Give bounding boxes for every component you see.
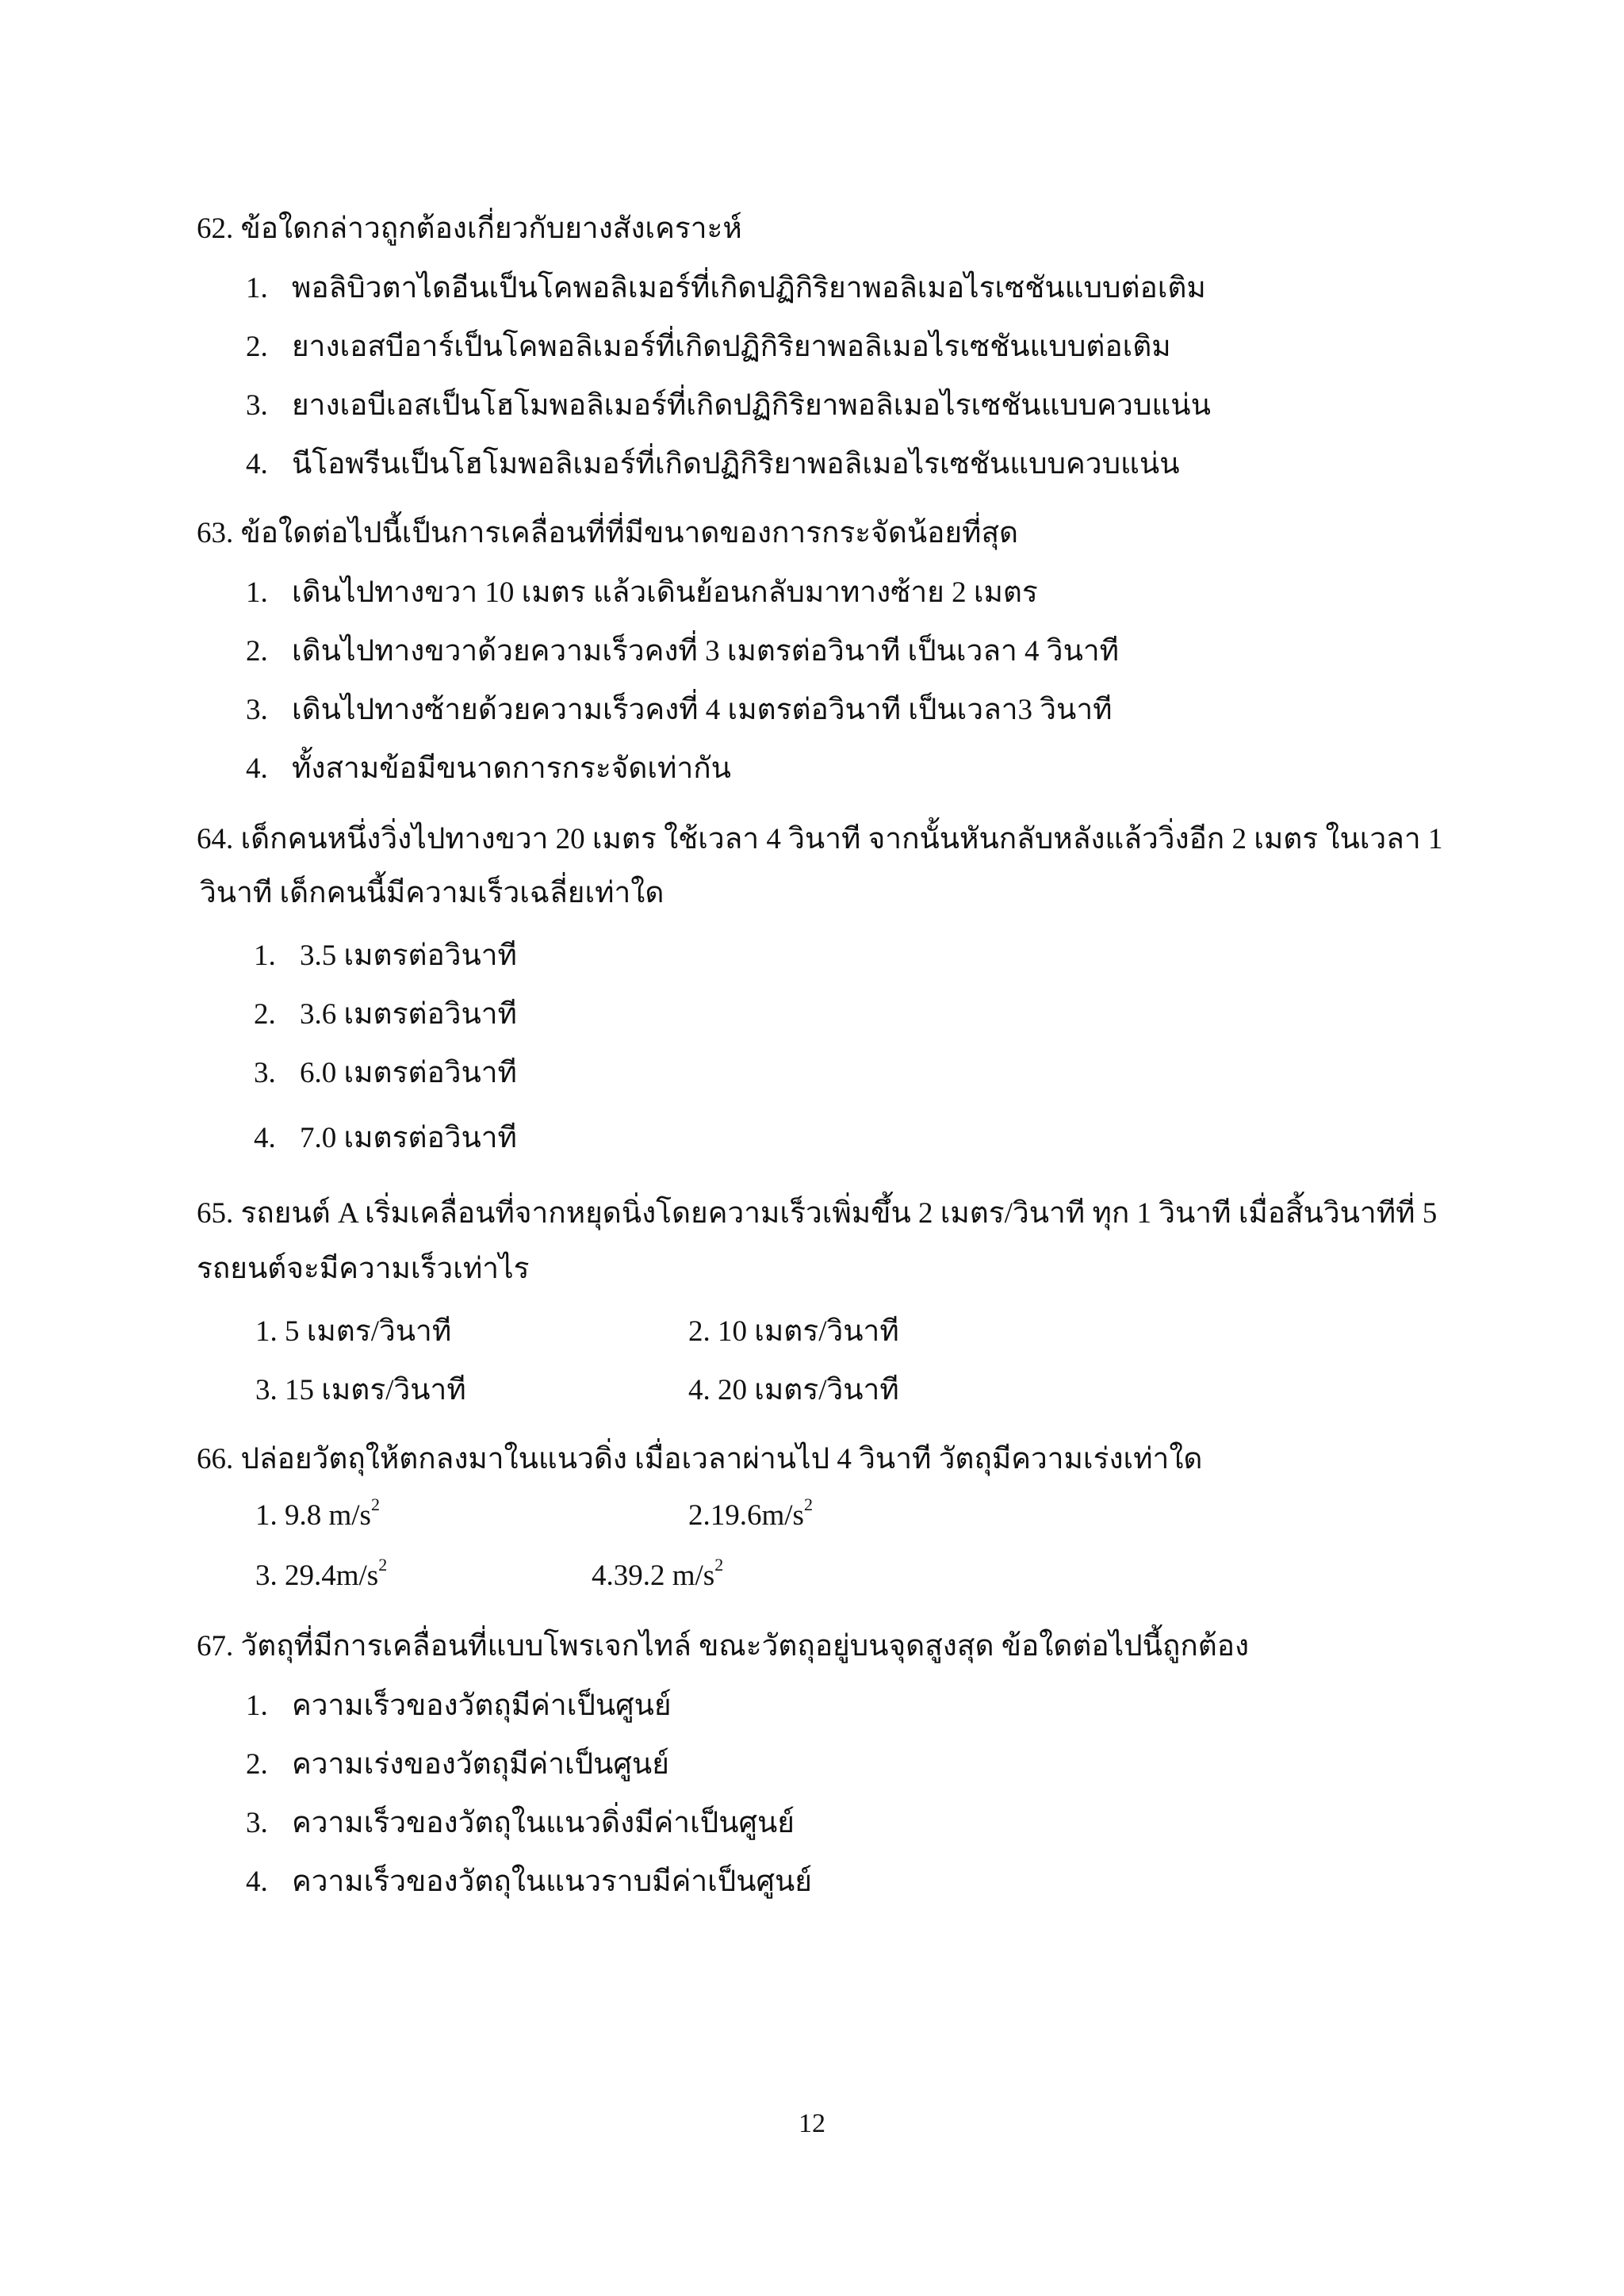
option-number: 1. [254, 939, 276, 972]
question-66-option-2 [688, 1494, 813, 1533]
question-62-option-3 [246, 388, 1211, 423]
question-66-option-1 [255, 1494, 380, 1533]
option-text: นีโอพรีนเป็นโฮโมพอลิเมอร์ที่เกิดปฏิกิริยาพอลิเมอไรเซชันแบบควบแน่น [292, 448, 1180, 480]
option-number: 1. [246, 576, 268, 609]
option-text: ความเร็วของวัตถุในแนวราบมีค่าเป็นศูนย์ [292, 1866, 812, 1898]
question-63-stem: 63. ข้อใดต่อไปนี้เป็นการเคลื่อนที่ที่มีขนาดของการกระจัดน้อยที่สุด [197, 517, 1019, 549]
question-64-option-3 [254, 1056, 517, 1091]
option-number: 3. [246, 1807, 268, 1839]
option-text: ยางเอบีเอสเป็นโฮโมพอลิเมอร์ที่เกิดปฏิกิริยาพอลิเมอไรเซชันแบบควบแน่น [292, 389, 1211, 422]
question-63-option-3 [246, 693, 1113, 728]
question-67-stem: 67. วัตถุที่มีการเคลื่อนที่แบบโพรเจกไทล์ ขณะวัตถุอยู่บนจุดสูงสุด ข้อใดต่อไปนี้ถูกต้อง [197, 1630, 1250, 1663]
option-text: ยางเอสบีอาร์เป็นโคพอลิเมอร์ที่เกิดปฏิกิริยาพอลิเมอไรเซชันแบบต่อเติม [292, 331, 1171, 363]
question-66-option-4 [592, 1555, 724, 1594]
question-65-option-3: 3. 15 เมตร/วินาที [255, 1374, 466, 1406]
question-64-stem-line-1: 64. เด็กคนหนึ่งวิ่งไปทางขวา 20 เมตร ใช้เวลา 4 วินาที จากนั้นหันกลับหลังแล้ววิ่งอีก 2 เมตร ในเวลา 1 [197, 823, 1443, 855]
option-text: 6.0 เมตรต่อวินาที [300, 1057, 517, 1089]
question-65-option-2: 2. 10 เมตร/วินาที [688, 1315, 899, 1348]
option-text: เดินไปทางขวาด้วยความเร็วคงที่ 3 เมตรต่อวินาที เป็นเวลา 4 วินาที [292, 635, 1120, 668]
option-number: 4. [246, 448, 268, 480]
question-64-option-2 [254, 997, 517, 1032]
option-number: 2. [246, 1748, 268, 1781]
option-number: 1. [246, 1689, 268, 1722]
question-67-option-1 [246, 1689, 672, 1724]
option-number: 2. [246, 331, 268, 363]
question-64-option-1 [254, 939, 517, 974]
superscript: 2 [803, 1494, 813, 1514]
question-64-stem [197, 810, 1443, 869]
option-text: พอลิบิวตาไดอีนเป็นโคพอลิเมอร์ที่เกิดปฏิกิริยาพอลิเมอไรเซชันแบบต่อเติม [292, 272, 1206, 304]
question-67-option-4 [246, 1865, 812, 1900]
question-64-option-4 [254, 1121, 517, 1156]
option-number: 4. [246, 1866, 268, 1898]
option-number: 4. [254, 1122, 276, 1154]
option-number: 2. [254, 998, 276, 1031]
question-65-stem-line-2: รถยนต์จะมีความเร็วเท่าไร [197, 1253, 530, 1285]
option-text: 2.19.6m/s [688, 1499, 804, 1532]
option-text: 4.39.2 m/s [592, 1559, 715, 1592]
question-66-stem: 66. ปล่อยวัตถุให้ตกลงมาในแนวดิ่ง เมื่อเวลาผ่านไป 4 วินาที วัตถุมีความเร่งเท่าใด [197, 1443, 1203, 1475]
option-number: 3. [246, 389, 268, 422]
question-62-option-1 [246, 271, 1206, 306]
question-66-option-3 [255, 1555, 388, 1594]
question-62-option-4 [246, 447, 1180, 482]
superscript: 2 [714, 1555, 724, 1575]
question-63-option-2 [246, 634, 1119, 669]
option-text: ความเร็วของวัตถุในแนวดิ่งมีค่าเป็นศูนย์ [292, 1807, 795, 1839]
option-text: ความเร็วของวัตถุมีค่าเป็นศูนย์ [292, 1689, 672, 1722]
question-63-option-4 [246, 752, 731, 786]
superscript: 2 [378, 1555, 388, 1575]
option-number: 1. [246, 272, 268, 304]
question-62-option-2 [246, 330, 1171, 365]
question-62-stem: 62. ข้อใดกล่าวถูกต้องเกี่ยวกับยางสังเคราะห์ [197, 212, 742, 245]
option-text: 3.5 เมตรต่อวินาที [300, 939, 517, 972]
question-65-option-1: 1. 5 เมตร/วินาที [255, 1315, 452, 1348]
question-67-option-3 [246, 1806, 795, 1841]
question-63-option-1 [246, 576, 1038, 610]
question-64-stem-line-2: วินาที เด็กคนนี้มีความเร็วเฉลี่ยเท่าใด [200, 877, 665, 909]
superscript: 2 [370, 1494, 380, 1514]
question-65-option-4: 4. 20 เมตร/วินาที [688, 1374, 899, 1406]
option-text: เดินไปทางซ้ายด้วยความเร็วคงที่ 4 เมตรต่อวินาที เป็นเวลา3 วินาที [292, 694, 1113, 726]
page-number: 12 [799, 2109, 825, 2138]
option-text: ทั้งสามข้อมีขนาดการกระจัดเท่ากัน [292, 752, 731, 785]
option-number: 4. [246, 752, 268, 785]
option-text: เดินไปทางขวา 10 เมตร แล้วเดินย้อนกลับมาทางซ้าย 2 เมตร [292, 576, 1038, 609]
question-65-stem-line-1: 65. รถยนต์ A เริ่มเคลื่อนที่จากหยุดนิ่งโดยความเร็วเพิ่มขึ้น 2 เมตร/วินาที ทุก 1 วินาที เมื่อสิ้นวินาทีที่ 5 [197, 1197, 1438, 1230]
question-67-option-2 [246, 1747, 669, 1782]
option-text: 7.0 เมตรต่อวินาที [300, 1122, 517, 1154]
option-text: 3. 29.4m/s [255, 1559, 379, 1592]
option-number: 3. [254, 1057, 276, 1089]
option-number: 2. [246, 635, 268, 668]
option-text: 3.6 เมตรต่อวินาที [300, 998, 517, 1031]
option-text: 1. 9.8 m/s [255, 1499, 371, 1532]
option-number: 3. [246, 694, 268, 726]
option-text: ความเร่งของวัตถุมีค่าเป็นศูนย์ [292, 1748, 669, 1781]
